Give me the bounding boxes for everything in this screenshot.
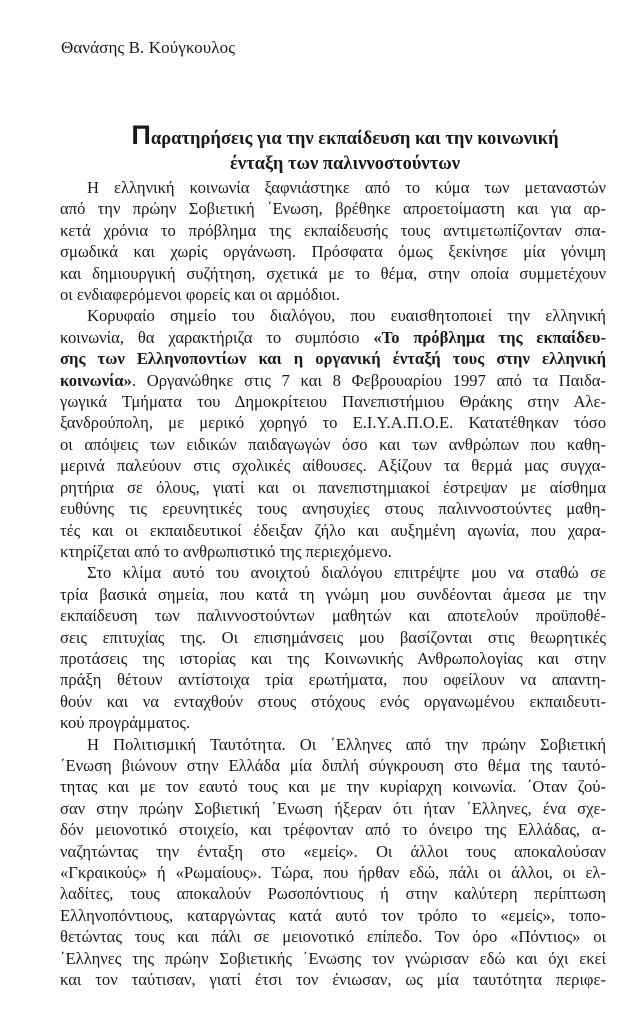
symposium-title-bold: σης των Ελληνοποντίων και η οργανική ένταξή τους στην ελληνική [60,349,606,369]
title-dropcap: Π [131,120,151,150]
text-line: τές και οι εκπαιδευτικοί έδειξαν ζήλο και αυξημένη αγωνία, που χαρα- [60,520,606,540]
text-line: κτηρίζεται από το ανθρωπιστικό της περιεχόμενο. [60,541,392,561]
text-line: ναζητώντας την ένταξη στο «εμείς». Οι άλλοι τους αποκαλούσαν [60,841,606,861]
text-line: ευθύνης τις ερευνητικές τους ανησυχίες στους παλιννοστούντες μαθη- [60,499,606,519]
text-line: σαν στην πρώην Σοβιετική ΄Ενωση ήξεραν ότι ήταν ΄Ελληνες, ένα σχε- [60,798,606,818]
running-header-author: Θανάσης Β. Κούγκουλος [61,38,236,57]
text-line: ΄Ελληνες της πρώην Σοβιετικής ΄Ενωσης τον γνώρισαν εδώ και όχι εκεί [60,948,606,968]
paragraph-4 [60,734,606,991]
text-line: Η Πολιτισμική Ταυτότητα. Οι ΄Ελληνες από την πρώην Σοβιετική [87,734,606,754]
text-line: σμωδικά και χωρίς οργάνωση. Πρόσφατα όμως ξεκίνησε μία γόνιμη [60,242,606,262]
text-line: θούν και να ενταχθούν στους στόχους ενός οργανωμένου εκπαιδευτι- [60,691,606,711]
text-line: προτάσεις της ιστορίας και της Κοινωνικής Ανθρωπολογίας και στην [60,648,606,668]
text-line: Ελληνοπόντιους, καταργώντας κατά αυτό τον τρόπο το «εμείς», τοπο- [60,905,606,925]
text-line: Κορυφαίο σημείο του διαλόγου, που ευαισθητοποιεί την ελληνική [87,306,606,326]
text-line: Η ελληνική κοινωνία ξαφνιάστηκε από το κύμα των μεταναστών [87,178,606,197]
text-line [60,327,606,348]
text-run: κοινωνία, θα χαρακτήριζα το συμπόσιο [60,327,374,347]
title-line-1-text: αρατηρήσεις για την εκπαίδευση και την κοινωνική [150,129,559,149]
text-line: θετώντας τους και πάλι σε μειονοτικό επίπεδο. Τον όρο «Πόντιος» οι [60,927,606,947]
text-line: από την πρώην Σοβιετική ΄Ενωση, βρέθηκε απροετοίμαστη και για αρ- [60,199,606,219]
text-line: ρητήρια σε όλους, γιατί και οι πανεπιστημιακοί έστρεψαν με αίσθημα [60,477,606,497]
text-line: σεις επιτυχίας της. Οι επισημάνσεις μου βασίζονται στις θεωρητικές [60,627,606,647]
symposium-title-bold: κοινωνία» [60,370,132,390]
text-line: πράξη θέτουν αντίστοιχα τρία ερωτήματα, που οφείλουν να απαντη- [60,670,606,690]
text-line: Στο κλίμα αυτό του ανοιχτού διαλόγου επιτρέψτε μου να σταθώ σε [87,563,606,583]
text-line [60,348,606,369]
text-run: . Οργανώθηκε στις 7 και 8 Φεβρουαρίου 1997 από τα Παιδα- [131,370,606,390]
text-line: γωγικά Τμήματα του Δημοκρίτειου Πανεπιστήμιου Θράκης στην Αλε- [60,392,606,412]
text-line: ΄Ενωση βιώνουν στην Ελλάδα μία διπλή σύγκρουση στο θέμα της ταυτό- [60,755,606,775]
text-line: ξανδρούπολη, με μερικό χορηγό το Ε.Ι.Υ.Α.Π.Ο.Ε. Κατατέθηκαν τόσο [60,413,606,433]
article-title [80,120,610,177]
text-line: τητας και με τον εαυτό τους και με την κυρίαρχη κοινωνία. ΄Οταν ζού- [60,777,606,797]
paragraph-3 [60,562,606,733]
text-line: τρία βασικά σημεία, που κατά τη γνώμη μου συνδέονται άμεσα με την [60,584,606,604]
text-line: «Γκραικούς» ή «Ρωμαίους». Τώρα, που ήρθαν εδώ, πάλι οι άλλοι, οι ελ- [60,863,606,882]
text-line [60,370,606,391]
text-line: και δημιουργική συζήτηση, σχετικά με το θέμα, στην οποία συμμετέχουν [60,263,606,283]
text-line: δόν μειονοτικό στοιχείο, και τρέφονταν από το όνειρο της Ελλάδας, α- [60,820,606,840]
text-line: μερινά παλεύουν στις σχολικές αίθουσες. Αξίζουν τα θερμά μας συγχα- [60,456,606,476]
symposium-title-bold: «Το πρόβλημα της εκπαίδευ- [373,327,606,347]
title-line-2: ένταξη των παλιννοστούντων [229,154,461,174]
text-line: λαδίτες, τους αποκαλούν Ρωσοπόντιους ή στην καλύτερη περίπτωση [60,884,606,904]
article-body [60,177,606,990]
text-line: οι ενδιαφερόμενοι φορείς και οι αρμόδιοι. [60,285,340,305]
text-line: εκπαίδευση των παλιννοστούντων μαθητών και αποτελούν προϋποθέ- [60,606,606,626]
text-line: κετά χρόνια το πρόβλημα της εκπαίδευσής τους αντιμετωπίζονταν σπα- [60,220,606,240]
text-line: και τον ταύτισαν, γιατί έτσι τον ένιωσαν, ως μία ταυτότητα περιφε- [60,970,606,990]
paragraph-1 [60,177,606,305]
text-line: οι απόψεις των ειδικών παιδαγωγών όσο και των ανθρώπων που καθη- [60,434,606,454]
paragraph-2 [60,305,606,562]
title-line-1 [80,120,610,152]
text-line: κού προγράμματος. [60,713,191,733]
